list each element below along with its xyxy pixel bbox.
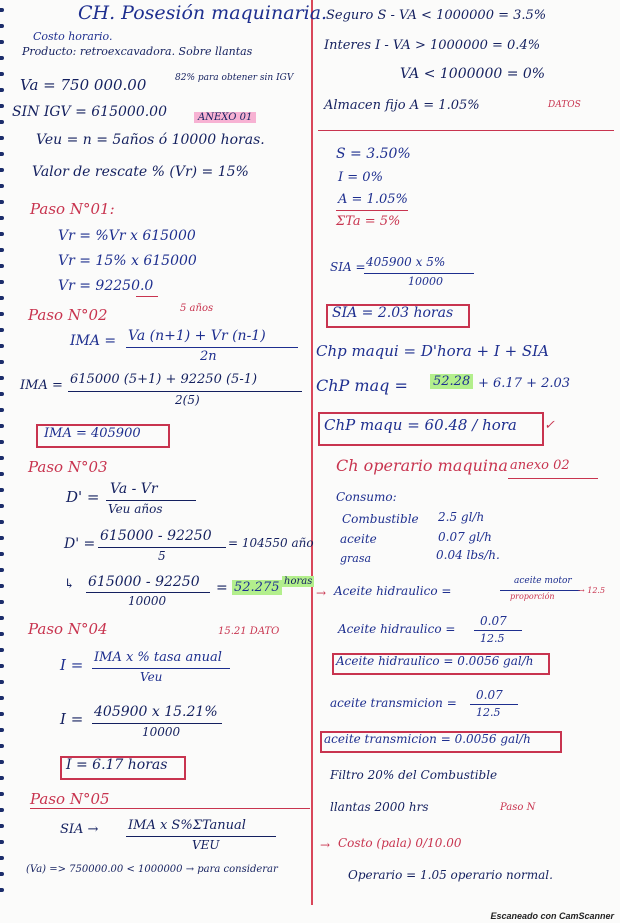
ah-result: Aceite hidraulico = 0.0056 gal/h	[336, 654, 534, 668]
s-value: S = 3.50%	[336, 146, 411, 162]
paso-01-underline	[136, 296, 158, 297]
binding-hole	[0, 40, 4, 44]
product-line: Producto: retroexcavadora. Sobre llantas	[22, 45, 253, 58]
a-value: A = 1.05%	[338, 192, 408, 207]
binding-hole	[0, 520, 4, 524]
dep-left: D' =	[66, 488, 100, 506]
anexo-02-underline	[508, 478, 598, 479]
ima-calc-left: IMA =	[20, 378, 63, 393]
chp-check-mark: ✓	[544, 418, 555, 433]
consumo-item-3-value: 0.04 lbs/h.	[436, 548, 500, 562]
binding-hole	[0, 440, 4, 444]
binding-hole	[0, 232, 4, 236]
binding-hole	[0, 360, 4, 364]
operario-line: Operario = 1.05 operario normal.	[348, 868, 553, 882]
dep-hour-unit: horas	[284, 576, 313, 587]
binding-hole	[0, 840, 4, 844]
costo-arrow: →	[320, 838, 331, 852]
binding-hole	[0, 120, 4, 124]
llantas-line: llantas 2000 hrs	[330, 800, 429, 814]
sia-right-num: 405900 x 5%	[366, 255, 446, 269]
column-divider	[311, 0, 313, 905]
at-left: aceite transmicion =	[330, 696, 457, 710]
dep-hour-den: 10000	[128, 594, 167, 608]
binding-hole	[0, 136, 4, 140]
filtro-line: Filtro 20% del Combustible	[330, 768, 498, 782]
paso-02-note: 5 años	[180, 303, 214, 314]
binding-hole	[0, 328, 4, 332]
consumo-item-1-value: 2.5 gl/h	[438, 510, 485, 524]
ah2-den: 12.5	[480, 632, 505, 645]
sia-note: (Va) => 750000.00 < 1000000 → para considerar	[26, 864, 278, 875]
ah-den: proporción	[510, 592, 555, 601]
scanner-watermark: Escaneado con CamScanner	[490, 911, 614, 921]
chp-formula: Chp maqui = D'hora + I + SIA	[316, 342, 549, 360]
dep-bar	[106, 500, 196, 501]
binding-hole	[0, 744, 4, 748]
binding-hole	[0, 264, 4, 268]
int-calc-bar	[92, 723, 222, 724]
ch-operario-title: Ch operario maquina	[336, 456, 508, 475]
paso-01-title: Paso N°01:	[30, 200, 115, 218]
binding-hole	[0, 504, 4, 508]
binding-hole	[0, 664, 4, 668]
dep-hour-result: 52.275	[234, 580, 280, 595]
binding-holes	[0, 0, 6, 900]
veu-line: Veu = n = 5años ó 10000 horas.	[36, 132, 265, 148]
binding-hole	[0, 632, 4, 636]
ima-result: IMA = 405900	[44, 426, 141, 441]
ah2-bar	[474, 630, 522, 631]
int-num: IMA x % tasa anual	[94, 650, 222, 665]
va-line: Va = 750 000.00	[20, 76, 147, 94]
sia-bar	[126, 836, 276, 837]
binding-hole	[0, 24, 4, 28]
sin-igv-line: SIN IGV = 615000.00	[12, 104, 167, 120]
binding-hole	[0, 616, 4, 620]
binding-hole	[0, 600, 4, 604]
ima-calc-num: 615000 (5+1) + 92250 (5-1)	[70, 372, 258, 387]
paso-02-title: Paso N°02	[28, 306, 108, 324]
binding-hole	[0, 88, 4, 92]
binding-hole	[0, 280, 4, 284]
dep-hour-eq: =	[216, 580, 228, 596]
almacen-underline	[318, 130, 614, 131]
int-calc-left: I =	[60, 710, 84, 728]
binding-hole	[0, 8, 4, 12]
at-den: 12.5	[476, 706, 501, 719]
binding-hole	[0, 680, 4, 684]
anexo-01-badge: ANEXO 01	[194, 112, 256, 123]
llantas-note: Paso N	[500, 802, 536, 813]
int-calc-den: 10000	[142, 725, 181, 739]
paso-05-title: Paso N°05	[30, 790, 110, 808]
chp-calc-right: + 6.17 + 2.03	[478, 376, 571, 391]
anexo-02-label: anexo 02	[510, 458, 570, 473]
at-bar	[470, 704, 518, 705]
binding-hole	[0, 488, 4, 492]
binding-hole	[0, 392, 4, 396]
dep-calc-num: 615000 - 92250	[100, 528, 212, 544]
va-note: 82% para obtener sin IGV	[175, 73, 294, 83]
binding-hole	[0, 760, 4, 764]
page-title: CH. Posesión maquinaria.	[78, 2, 328, 24]
at-num: 0.07	[476, 688, 503, 702]
binding-hole	[0, 856, 4, 860]
paso-03-title: Paso N°03	[28, 458, 108, 476]
binding-hole	[0, 200, 4, 204]
sum-value: ΣTa = 5%	[336, 214, 401, 229]
binding-hole	[0, 248, 4, 252]
sia-num: IMA x S%ΣTanual	[128, 818, 246, 833]
sia-left: SIA →	[60, 822, 99, 837]
binding-hole	[0, 104, 4, 108]
ah-num: aceite motor	[514, 576, 572, 586]
ima-formula-bar	[126, 347, 298, 348]
dep-num: Va - Vr	[110, 481, 158, 497]
binding-hole	[0, 696, 4, 700]
paso-01-line-3: Vr = 92250.0	[58, 278, 154, 294]
ah-arrow: →	[316, 586, 327, 600]
int-left: I =	[60, 656, 84, 674]
binding-hole	[0, 808, 4, 812]
dep-calc-result: = 104550 año	[228, 536, 314, 550]
chp-calc-highlight: 52.28	[430, 374, 473, 389]
paso-04-note: 15.21 DATO	[218, 626, 280, 637]
dep-hour-num: 615000 - 92250	[88, 574, 200, 590]
binding-hole	[0, 472, 4, 476]
dep-hour-arrow: ↳	[64, 577, 75, 592]
ima-formula-den: 2n	[200, 349, 217, 364]
i-value: I = 0%	[338, 170, 383, 185]
dep-calc-left: D' =	[64, 536, 96, 552]
consumo-item-3-name: grasa	[340, 552, 372, 565]
binding-hole	[0, 776, 4, 780]
chp-result: ChP maqu = 60.48 / hora	[324, 416, 517, 434]
consumo-label: Consumo:	[336, 490, 397, 504]
int-calc-num: 405900 x 15.21%	[94, 704, 218, 720]
paso-01-line-1: Vr = %Vr x 615000	[58, 228, 196, 244]
binding-hole	[0, 568, 4, 572]
int-den: Veu	[140, 670, 163, 684]
binding-hole	[0, 296, 4, 300]
consumo-item-2-name: aceite	[340, 532, 377, 546]
consumo-item-1-name: Combustible	[342, 512, 419, 526]
binding-hole	[0, 872, 4, 876]
sia-right-bar	[364, 273, 474, 274]
ah2-left: Aceite hidraulico =	[338, 622, 456, 636]
binding-hole	[0, 168, 4, 172]
chp-calc-left: ChP maq =	[316, 376, 408, 395]
sia-result: SIA = 2.03 horas	[332, 305, 454, 321]
sia-right-den: 10000	[408, 275, 443, 288]
almacen-line: Almacen fijo A = 1.05%	[324, 98, 480, 113]
subtitle: Costo horario.	[33, 30, 113, 43]
dep-calc-bar	[98, 547, 226, 548]
binding-hole	[0, 536, 4, 540]
ah-bar	[500, 590, 580, 591]
seguro-line: Seguro S - VA < 1000000 = 3.5%	[326, 8, 547, 23]
consumo-item-2-value: 0.07 gl/h	[438, 530, 492, 544]
dep-calc-den: 5	[158, 549, 166, 563]
ah2-num: 0.07	[480, 614, 507, 628]
ah-left: Aceite hidraulico =	[334, 584, 452, 598]
paso-01-line-2: Vr = 15% x 615000	[58, 253, 197, 269]
binding-hole	[0, 216, 4, 220]
almacen-note: DATOS	[548, 100, 581, 110]
ima-formula-num: Va (n+1) + Vr (n-1)	[128, 328, 266, 344]
int-bar	[92, 668, 230, 669]
rescate-line: Valor de rescate % (Vr) = 15%	[32, 164, 249, 180]
binding-hole	[0, 712, 4, 716]
binding-hole	[0, 56, 4, 60]
at-result: aceite transmicion = 0.0056 gal/h	[324, 732, 531, 746]
binding-hole	[0, 72, 4, 76]
va-condition: VA < 1000000 = 0%	[400, 66, 546, 82]
int-result: I = 6.17 horas	[66, 757, 168, 773]
binding-hole	[0, 824, 4, 828]
dep-hour-bar	[86, 592, 210, 593]
ah-note: → 12.5	[578, 586, 606, 595]
dep-den: Veu años	[108, 502, 163, 516]
binding-hole	[0, 456, 4, 460]
binding-hole	[0, 728, 4, 732]
binding-hole	[0, 408, 4, 412]
ima-formula-left: IMA =	[70, 333, 117, 349]
sia-den: VEU	[192, 838, 220, 852]
binding-hole	[0, 888, 4, 892]
paso-04-title: Paso N°04	[28, 620, 108, 638]
ima-calc-bar	[68, 391, 302, 392]
binding-hole	[0, 648, 4, 652]
binding-hole	[0, 792, 4, 796]
binding-hole	[0, 344, 4, 348]
sia-right-left: SIA =	[330, 260, 366, 274]
binding-hole	[0, 376, 4, 380]
binding-hole	[0, 552, 4, 556]
paso-05-underline	[30, 808, 310, 809]
binding-hole	[0, 184, 4, 188]
a-underline	[336, 210, 408, 211]
ima-calc-den: 2(5)	[175, 393, 200, 407]
costo-line: Costo (pala) 0/10.00	[338, 836, 462, 850]
binding-hole	[0, 584, 4, 588]
interes-line: Interes I - VA > 1000000 = 0.4%	[324, 38, 541, 53]
binding-hole	[0, 424, 4, 428]
binding-hole	[0, 152, 4, 156]
binding-hole	[0, 312, 4, 316]
